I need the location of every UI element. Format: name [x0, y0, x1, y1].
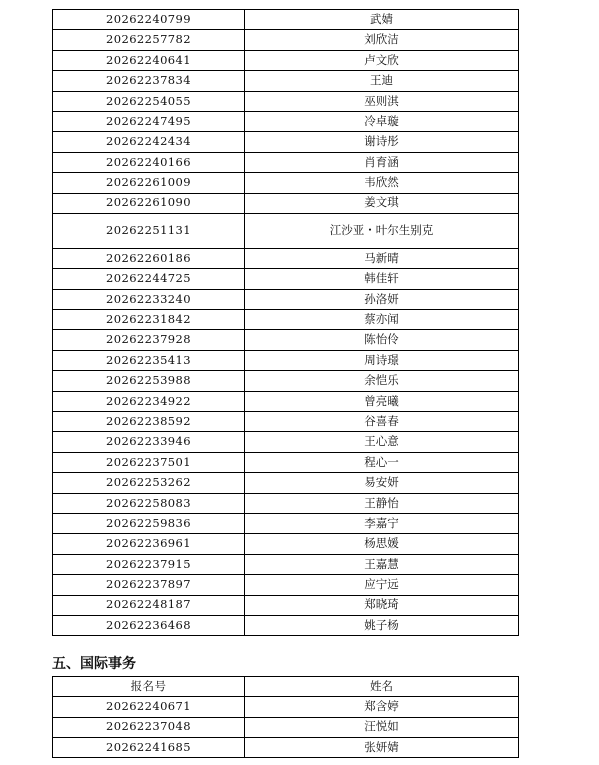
registration-number-cell: 20262259836: [53, 513, 245, 533]
student-name-cell: 刘欣洁: [245, 30, 519, 50]
table-row: [53, 213, 519, 248]
registration-number-cell: 20262261009: [53, 173, 245, 193]
table-row: [53, 432, 519, 452]
table-row: [53, 269, 519, 289]
registration-number-cell: 20262237928: [53, 330, 245, 350]
student-name-cell: 卢文欣: [245, 50, 519, 70]
registration-number-cell: 20262242434: [53, 132, 245, 152]
registration-number-cell: 20262234922: [53, 391, 245, 411]
registration-number-cell: 20262233946: [53, 432, 245, 452]
student-name-cell: 孙洛妍: [245, 289, 519, 309]
registration-number-cell: 20262247495: [53, 111, 245, 131]
registration-number-cell: 20262254055: [53, 91, 245, 111]
table-row: [53, 193, 519, 213]
admission-list-table: [52, 9, 519, 636]
table-row: [53, 152, 519, 172]
registration-number-cell: 20262260186: [53, 248, 245, 268]
table-row: [53, 50, 519, 70]
registration-number-cell: 20262233240: [53, 289, 245, 309]
student-name-cell: 姚子杨: [245, 615, 519, 635]
registration-number-cell: 20262253262: [53, 473, 245, 493]
table-row: [53, 289, 519, 309]
table-row: [53, 534, 519, 554]
table-row: [53, 717, 519, 737]
student-name-cell: 王迪: [245, 71, 519, 91]
registration-number-cell: 20262238592: [53, 412, 245, 432]
table-row: [53, 412, 519, 432]
student-name-cell: 周诗璟: [245, 350, 519, 370]
student-name-cell: 杨思媛: [245, 534, 519, 554]
table-row: [53, 575, 519, 595]
student-name-cell: 江沙亚・叶尔生别克: [245, 213, 519, 248]
table-row: [53, 111, 519, 131]
student-name-cell: 余恺乐: [245, 371, 519, 391]
table-row: [53, 493, 519, 513]
registration-number-cell: 20262237915: [53, 554, 245, 574]
registration-number-cell: 20262261090: [53, 193, 245, 213]
table-row: [53, 737, 519, 757]
international-affairs-body: [53, 677, 519, 758]
student-name-cell: 李嘉宁: [245, 513, 519, 533]
registration-number-cell: 20262244725: [53, 269, 245, 289]
table-row: [53, 132, 519, 152]
student-name-cell: 冷卓璇: [245, 111, 519, 131]
registration-number-cell: 20262240641: [53, 50, 245, 70]
student-name-cell: 曾亮曦: [245, 391, 519, 411]
student-name-cell: 肖育涵: [245, 152, 519, 172]
table-row: [53, 391, 519, 411]
registration-number-cell: 20262236468: [53, 615, 245, 635]
table-row: [53, 452, 519, 472]
student-name-cell: 武婧: [245, 10, 519, 30]
registration-number-cell: 20262241685: [53, 737, 245, 757]
admission-list-body: [53, 10, 519, 636]
table-row: [53, 91, 519, 111]
student-name-cell: 姜文琪: [245, 193, 519, 213]
table-row: [53, 371, 519, 391]
student-name-cell: 王嘉慧: [245, 554, 519, 574]
international-affairs-table: [52, 676, 519, 758]
student-name-cell: 王静怡: [245, 493, 519, 513]
student-name-cell: 汪悦如: [245, 717, 519, 737]
table-row: [53, 310, 519, 330]
table-row: [53, 615, 519, 635]
student-name-cell: 谢诗彤: [245, 132, 519, 152]
registration-number-cell: 20262240671: [53, 697, 245, 717]
registration-number-cell: 20262257782: [53, 30, 245, 50]
table-row: [53, 173, 519, 193]
student-name-cell: 陈怡伶: [245, 330, 519, 350]
table-row: [53, 554, 519, 574]
registration-number-cell: 20262237897: [53, 575, 245, 595]
registration-number-cell: 20262236961: [53, 534, 245, 554]
table-row: [53, 10, 519, 30]
table-row: [53, 473, 519, 493]
table-row: [53, 350, 519, 370]
registration-number-cell: 20262237501: [53, 452, 245, 472]
student-name-cell: 谷喜春: [245, 412, 519, 432]
student-name-cell: 郑含婷: [245, 697, 519, 717]
registration-number-cell: 20262237834: [53, 71, 245, 91]
student-name-cell: 马新晴: [245, 248, 519, 268]
table-row: [53, 513, 519, 533]
table-header-row: [53, 677, 519, 697]
table-row: [53, 595, 519, 615]
table-row: [53, 71, 519, 91]
registration-number-cell: 20262237048: [53, 717, 245, 737]
registration-number-cell: 20262240166: [53, 152, 245, 172]
registration-number-cell: 20262240799: [53, 10, 245, 30]
table-row: [53, 697, 519, 717]
registration-number-cell: 20262251131: [53, 213, 245, 248]
section-title-international-affairs: 五、国际事务: [52, 656, 136, 672]
student-name-cell: 韩佳轩: [245, 269, 519, 289]
student-name-cell: 张妍婧: [245, 737, 519, 757]
student-name-cell: 巫则淇: [245, 91, 519, 111]
student-name-cell: 易安妍: [245, 473, 519, 493]
student-name-cell: 程心一: [245, 452, 519, 472]
registration-number-cell: 20262248187: [53, 595, 245, 615]
student-name-cell: 应宁远: [245, 575, 519, 595]
table-row: [53, 248, 519, 268]
table-row: [53, 30, 519, 50]
registration-number-cell: 20262258083: [53, 493, 245, 513]
column-header-name: 姓名: [245, 677, 519, 697]
registration-number-cell: 20262235413: [53, 350, 245, 370]
student-name-cell: 蔡亦闻: [245, 310, 519, 330]
registration-number-cell: 20262231842: [53, 310, 245, 330]
table-row: [53, 330, 519, 350]
student-name-cell: 郑晓琦: [245, 595, 519, 615]
registration-number-cell: 20262253988: [53, 371, 245, 391]
column-header-id: 报名号: [53, 677, 245, 697]
student-name-cell: 王心意: [245, 432, 519, 452]
student-name-cell: 韦欣然: [245, 173, 519, 193]
